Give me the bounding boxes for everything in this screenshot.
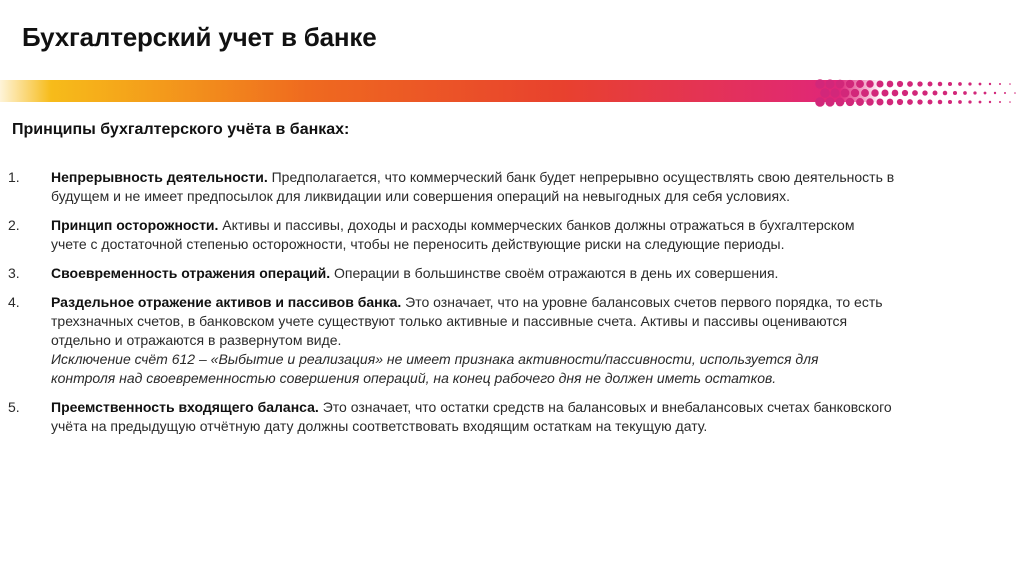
- banner-dot: [866, 98, 873, 105]
- principle-text: Операции в большинстве своём отражаются в день их совершения.: [330, 265, 779, 281]
- item-line: [51, 293, 1000, 312]
- banner-dot: [830, 88, 839, 97]
- principle-text: Это означает, что на уровне балансовых счетов первого порядка, то есть: [401, 294, 883, 310]
- banner-dot: [917, 99, 922, 104]
- banner-dot: [887, 81, 894, 88]
- banner-dot: [841, 89, 850, 98]
- banner-dot: [1014, 92, 1016, 94]
- banner-dot: [881, 89, 888, 96]
- banner-dot: [994, 92, 996, 94]
- exception-note: контроля над своевременностью совершения операций, на конец рабочего дня не должен иметь остатков.: [51, 370, 777, 386]
- banner-dot: [902, 90, 908, 96]
- banner-dot: [836, 80, 845, 89]
- banner-dot: [871, 89, 878, 96]
- banner-dot: [815, 79, 825, 89]
- banner-dot: [836, 98, 845, 107]
- banner-dot: [851, 89, 859, 97]
- banner-dot: [887, 99, 894, 106]
- principle-text: Активы и пассивы, доходы и расходы коммерческих банков должны отражаться в бухгалтерском: [218, 217, 855, 233]
- banner-dot: [928, 82, 933, 87]
- banner-dot: [948, 100, 952, 104]
- banner-dot: [825, 79, 834, 88]
- principle-term: Своевременность отражения операций.: [51, 265, 331, 281]
- banner-dot: [907, 81, 913, 87]
- banner-dot: [856, 80, 864, 88]
- decorative-gradient-banner: [0, 76, 1024, 108]
- banner-dot: [968, 100, 971, 103]
- banner-dot: [938, 100, 943, 105]
- item-line: [51, 264, 1000, 283]
- principles-subtitle: Принципы бухгалтерского учёта в банках:: [12, 121, 350, 138]
- item-line: [51, 398, 1000, 417]
- banner-dot: [846, 98, 854, 106]
- banner-dot: [1004, 92, 1006, 94]
- banner-dot: [958, 82, 962, 86]
- principle-item-5: [0, 398, 1000, 436]
- banner-dot: [973, 91, 976, 94]
- principle-term: Преемственность входящего баланса.: [51, 399, 319, 415]
- banner-dot: [989, 101, 991, 103]
- principle-term: Раздельное отражение активов и пассивов банка.: [51, 294, 402, 310]
- banner-dot: [815, 97, 825, 107]
- item-number: 3.: [8, 265, 20, 281]
- banner-dot: [968, 82, 971, 85]
- item-line: [51, 168, 1000, 187]
- principle-item-2: [0, 216, 1000, 254]
- banner-dot: [943, 91, 948, 96]
- principle-text: трехзначных счетов, в банковском учете существуют только активные и пассивные счета. Активы и пассивы оцениваются: [51, 313, 848, 329]
- banner-dot: [912, 90, 918, 96]
- banner-dot: [820, 88, 830, 98]
- banner-dot: [979, 101, 982, 104]
- banner-dot: [846, 80, 854, 88]
- banner-dot: [999, 101, 1001, 103]
- principle-text: Предполагается, что коммерческий банк будет непрерывно осуществлять свою деятельность в: [267, 169, 895, 185]
- banner-dot: [876, 80, 883, 87]
- banner-dot: [938, 82, 943, 87]
- banner-dot: [953, 91, 957, 95]
- banner-dot: [897, 99, 903, 105]
- banner-dot: [948, 82, 952, 86]
- item-line: [51, 216, 1000, 235]
- principles-list: [0, 168, 1000, 446]
- principle-text: будущем и не имеет предпосылок для ликвидации или совершения операций на невыгодных для себя условиях.: [51, 188, 790, 204]
- gradient-banner-graphic: [0, 76, 1024, 108]
- banner-dot: [917, 81, 922, 86]
- principle-text: учете с достаточной степенью осторожности, чтобы не переносить действующие риски на следующие периоды.: [51, 236, 785, 252]
- banner-dot: [907, 99, 913, 105]
- item-number: 5.: [8, 399, 20, 415]
- banner-dot: [861, 89, 869, 97]
- banner-dot: [866, 80, 873, 87]
- principle-item-3: [0, 264, 1000, 283]
- principle-text: отдельно и отражаются в развернутом виде.: [51, 332, 342, 348]
- banner-dot: [928, 100, 933, 105]
- principle-item-4: [0, 293, 1000, 388]
- slide-title: Бухгалтерский учет в банке: [22, 22, 377, 52]
- banner-dot: [1009, 83, 1011, 85]
- banner-dot: [1009, 101, 1011, 103]
- item-number: 1.: [8, 169, 20, 185]
- banner-dot: [933, 91, 938, 96]
- banner-dot: [876, 98, 883, 105]
- principle-text: учёта на предыдущую отчётную дату должны соответствовать входящим остаткам на текущую дату.: [51, 418, 708, 434]
- principle-term: Принцип осторожности.: [51, 217, 219, 233]
- banner-dot: [989, 83, 991, 85]
- principle-text: Это означает, что остатки средств на балансовых и внебалансовых счетах банковского: [318, 399, 892, 415]
- banner-dot: [999, 83, 1001, 85]
- banner-dot: [825, 97, 834, 106]
- banner-dot: [958, 100, 962, 104]
- principle-term: Непрерывность деятельности.: [51, 169, 268, 185]
- banner-dot: [856, 98, 864, 106]
- banner-dot: [897, 81, 903, 87]
- banner-dot: [984, 92, 987, 95]
- banner-dot: [963, 91, 967, 95]
- item-number: 4.: [8, 294, 20, 310]
- banner-dot: [922, 90, 927, 95]
- item-number: 2.: [8, 217, 20, 233]
- banner-dot: [892, 90, 899, 97]
- banner-dot: [979, 83, 982, 86]
- exception-note: Исключение счёт 612 – «Выбытие и реализация» не имеет признака активности/пассивности, используется для: [51, 351, 819, 367]
- principle-item-1: [0, 168, 1000, 206]
